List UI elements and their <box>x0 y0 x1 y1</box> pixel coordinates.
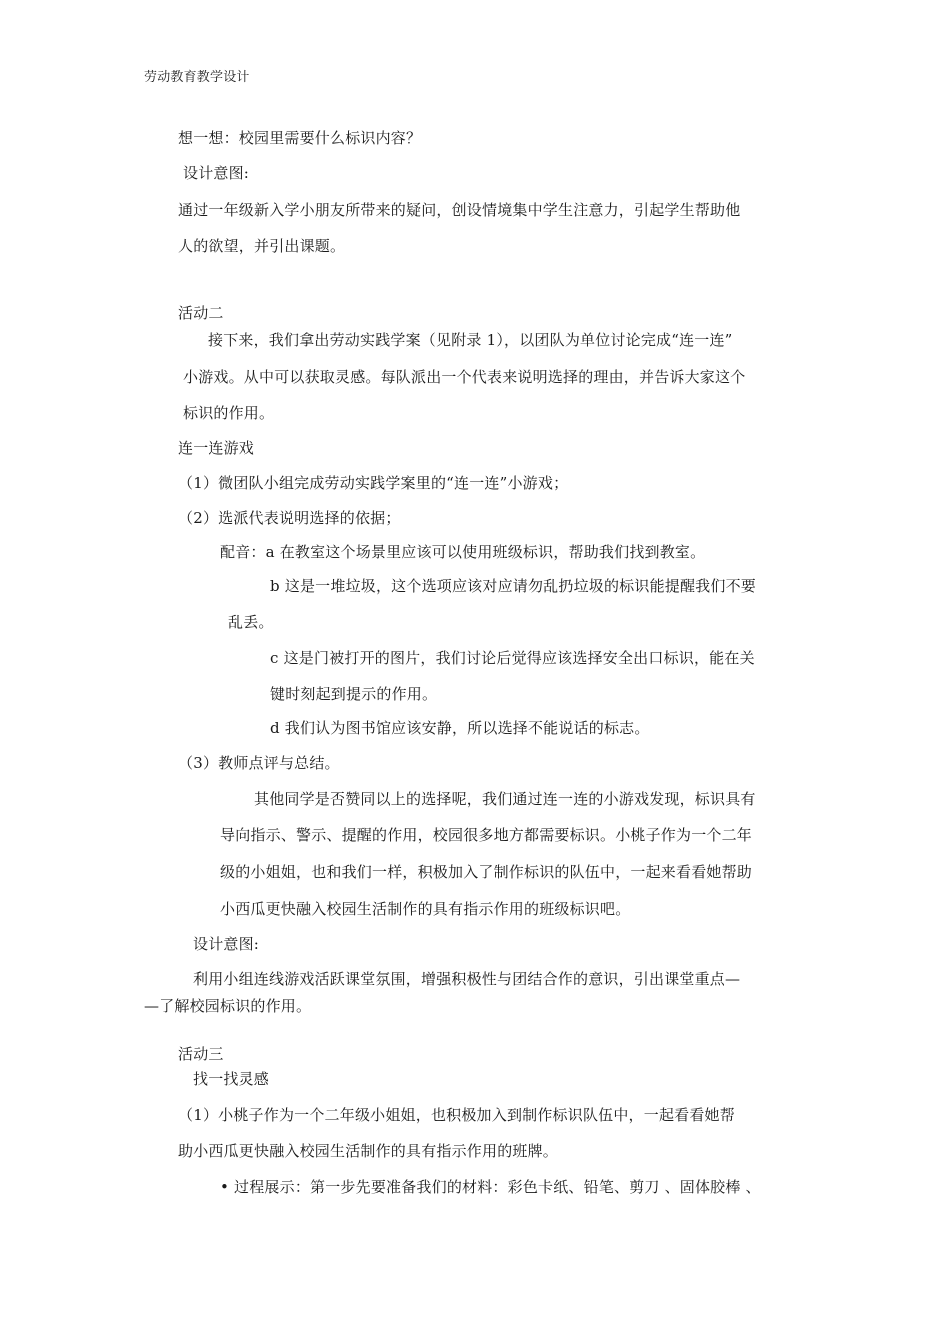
activity-two-text: 接下来，我们拿出劳动实践学案（见附录 1），以团队为单位讨论完成“连一连” <box>208 331 733 349</box>
step-item: （2）选派代表说明选择的依据； <box>178 509 401 527</box>
dub-line: 乱丢。 <box>228 613 274 631</box>
step-item: （3）教师点评与总结。 <box>178 754 340 772</box>
design-intent-label: 设计意图: <box>193 935 260 953</box>
design-intent-text: 利用小组连线游戏活跃课堂氛围，增强积极性与团结合作的意识，引出课堂重点— <box>193 970 741 988</box>
activity-three-title: 活动三 <box>178 1045 224 1063</box>
dub-line: b 这是一堆垃圾，这个选项应该对应请勿乱扔垃圾的标识能提醒我们不要 <box>270 577 756 595</box>
activity-three-subtitle: 找一找灵感 <box>193 1070 270 1088</box>
design-intent-label: 设计意图: <box>183 164 250 182</box>
page-header: 劳动教育教学设计 <box>144 70 250 85</box>
dub-line: 配音：a 在教室这个场景里应该可以使用班级标识，帮助我们找到教室。 <box>220 543 706 561</box>
activity-three-text: （1）小桃子作为一个二年级小姐姐，也积极加入到制作标识队伍中，一起看看她帮 <box>178 1106 735 1124</box>
summary-text: 级的小姐姐，也和我们一样，积极加入了制作标识的队伍中，一起来看看她帮助 <box>220 863 753 881</box>
activity-three-text: 助小西瓜更快融入校园生活制作的具有指示作用的班牌。 <box>178 1142 559 1160</box>
dub-line: d 我们认为图书馆应该安静，所以选择不能说话的标志。 <box>270 719 650 737</box>
design-intent-text: 人的欲望，并引出课题。 <box>178 237 346 255</box>
summary-text: 导向指示、警示、提醒的作用，校园很多地方都需要标识。小桃子作为一个二年 <box>220 826 753 844</box>
dub-line: c 这是门被打开的图片，我们讨论后觉得应该选择安全出口标识，能在关 <box>270 649 755 667</box>
dub-line: 键时刻起到提示的作用。 <box>270 685 438 703</box>
step-item: （1）微团队小组完成劳动实践学案里的“连一连”小游戏； <box>178 474 569 492</box>
game-title: 连一连游戏 <box>178 439 255 457</box>
think-question: 想一想：校园里需要什么标识内容？ <box>178 129 422 147</box>
summary-text: 小西瓜更快融入校园生活制作的具有指示作用的班级标识吧。 <box>220 900 631 918</box>
activity-two-text: 小游戏。从中可以获取灵感。每队派出一个代表来说明选择的理由，并告诉大家这个 <box>183 368 746 386</box>
activity-two-text: 标识的作用。 <box>183 404 275 422</box>
design-intent-text: —了解校园标识的作用。 <box>144 997 312 1015</box>
process-bullet: • 过程展示：第一步先要准备我们的材料：彩色卡纸、铅笔、剪刀 、固体胶棒 、 <box>220 1178 761 1196</box>
activity-two-title: 活动二 <box>178 304 224 322</box>
design-intent-text: 通过一年级新入学小朋友所带来的疑问，创设情境集中学生注意力，引起学生帮助他 <box>178 201 741 219</box>
summary-text: 其他同学是否赞同以上的选择呢，我们通过连一连的小游戏发现，标识具有 <box>254 790 756 808</box>
